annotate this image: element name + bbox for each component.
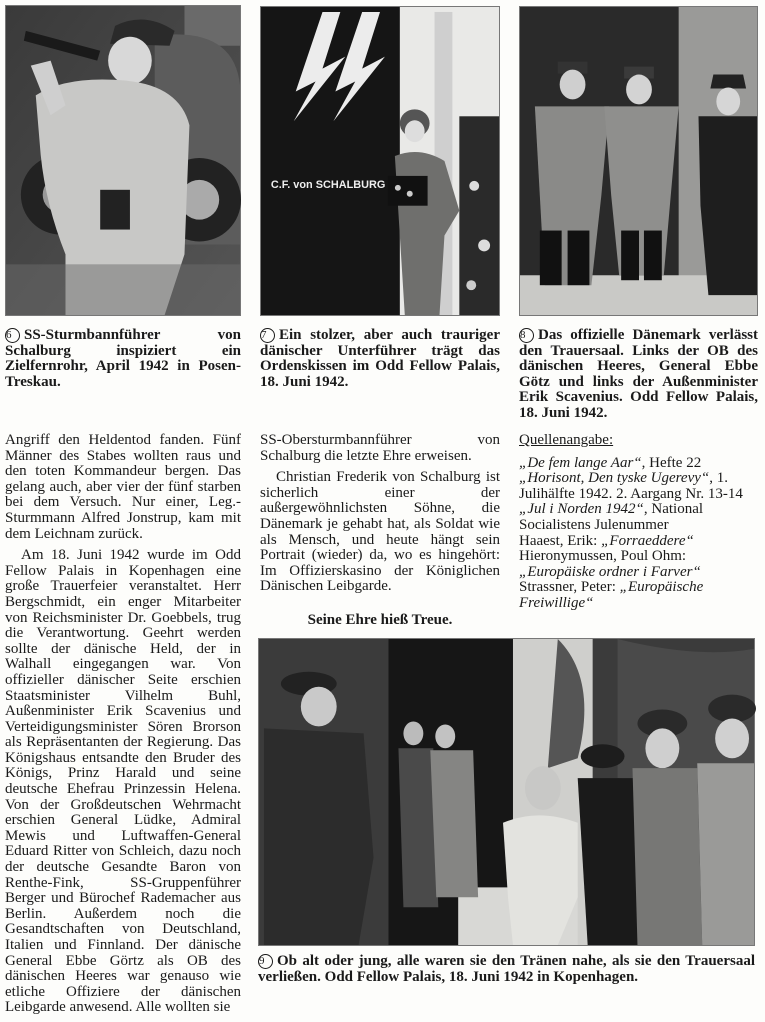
banner-text: C.F. von SCHALBURG <box>270 178 386 191</box>
source-title: „Europäische Freiwillige“ <box>519 579 704 611</box>
caption-text: Ob alt oder jung, alle waren sie den Tränen nahe, als sie den Trauersaal verließen. Odd Fellow Palais, 18. Juni 1942 in Kopenhagen. <box>258 953 755 985</box>
caption-photo-7 <box>260 328 500 390</box>
source-entry <box>519 471 758 502</box>
source-entry <box>519 534 758 550</box>
article-paragraph: Angriff den Heldentod fanden. Fünf Männer des Stabes wollten raus und den toten Kommandeur bergen. Das gelang auch, aber vier der fünf starben bei dem Versuch. Nur einer, Leg.-Sturmmann Alfred Jonstrup, kam mit dem Leichnam zurück. <box>5 432 241 542</box>
photo-schalburg-scope <box>5 5 241 316</box>
photo-6-image <box>6 6 240 315</box>
closing-motto: Seine Ehre hieß Treue. <box>307 611 453 628</box>
article-paragraph: Christian Frederik von Schalburg ist sicherlich einer der außergewöhnlichsten Söhne, die Dänemark je gehabt hat, als Soldat wie als Mensch, und heute hängt sein Portrait (wieder) da, wo es hingehört: Im Offizierskasino der Königlichen Dänischen Leibgarde. <box>260 469 500 595</box>
photo-order-cushion <box>260 6 500 316</box>
figure-number-badge: 9 <box>258 954 273 969</box>
sources-section <box>519 433 758 612</box>
photo-official-denmark <box>519 6 758 316</box>
photo-7-image <box>261 7 499 315</box>
article-paragraph: SS-Obersturmbannführer von Schalburg die letzte Ehre erweisen. <box>260 432 500 464</box>
caption-text: Das offizielle Dänemark verlässt den Trauersaal. Links der OB des dänischen Heeres, General Ebbe Götz und links der Außenminister Erik Scavenius. Odd Fellow Palais, 18. Juni 1942. <box>519 327 758 421</box>
source-title: „Horisont, Den tyske Ugerevy“ <box>519 470 710 487</box>
figure-number-badge: 7 <box>260 328 275 343</box>
figure-number-badge: 8 <box>519 328 534 343</box>
caption-text: Ein stolzer, aber auch trauriger dänischer Unterführer trägt das Ordenskissen im Odd Fellow Palais, 18. Juni 1942. <box>260 327 500 390</box>
photo-8-image <box>520 7 757 315</box>
source-detail: , 1. Julihälfte 1942. 2. Aargang Nr. 13-14 <box>519 470 743 502</box>
source-title: „Forraeddere“ <box>601 532 694 549</box>
source-entry <box>519 502 758 533</box>
sources-heading: Quellenangabe: <box>519 432 614 448</box>
article-column-2 <box>260 433 500 635</box>
caption-photo-8 <box>519 328 758 421</box>
source-title: „Europäiske ordner i Farver“ <box>519 563 701 580</box>
caption-photo-6 <box>5 328 241 390</box>
source-entry <box>519 580 758 611</box>
photo-9-image <box>259 639 754 945</box>
source-detail: , Hefte 22 <box>641 454 702 471</box>
article-column-1 <box>5 433 241 1022</box>
source-author: Haaest, Erik: <box>519 532 602 549</box>
caption-photo-9 <box>258 954 755 985</box>
source-title: „De fem lange Aar“ <box>519 454 642 471</box>
article-paragraph: Am 18. Juni 1942 wurde im Odd Fellow Palais in Kopenhagen eine große Trauerfeier veranstaltet. Herr Bergschmidt, ein enger Mitarbeiter von Reichsminister Dr. Goebbels, trug die Verantwortung. Geehrt werden sollte der dänische Held, der in Walhall eingegangen war. Von offizieller dänischer Seite erschien Staatsminister Vilhelm Buhl, Außenminister Erik Scavenius und Verteidigungsminister Sören Brorson als Repräsentanten der Regierung. Das Königshaus entsandte den Bruder des Königs, Prinz Harald und seine deutsche Ehefrau Prinzessin Helena. Von der Großdeutschen Wehrmacht erschien General Lüdke, Admiral Mewis und Luftwaffen-General Eduard Ritter von Schleich, dazu noch der deutsche Gesandte Baron von Renthe-Fink, SS-Gruppenführer Berger und Bürochef Rademacher aus Berlin. Außerdem noch die Gesandtschaften von Deutschland, Italien und Finnland. Der dänische General Ebbe Görtz als OB des dänischen Heeres war genauso wie etliche Offiziere der dänischen Leibgarde anwesend. Alle wollten sie <box>5 547 241 1016</box>
source-author: Strassner, Peter: <box>519 579 620 596</box>
photo-mourners <box>258 638 755 946</box>
caption-text: SS-Sturmbannführer von Schalburg inspiziert ein Zielfernrohr, April 1942 in Posen-Treskau. <box>5 327 241 390</box>
source-entry <box>519 549 758 580</box>
source-author: Hieronymussen, Poul Ohm: <box>519 548 687 565</box>
figure-number-badge: 6 <box>5 328 20 343</box>
source-detail: , National Socialistens Julenummer <box>519 501 704 533</box>
source-entry <box>519 456 758 472</box>
source-title: „Jul i Norden 1942“ <box>519 501 644 518</box>
